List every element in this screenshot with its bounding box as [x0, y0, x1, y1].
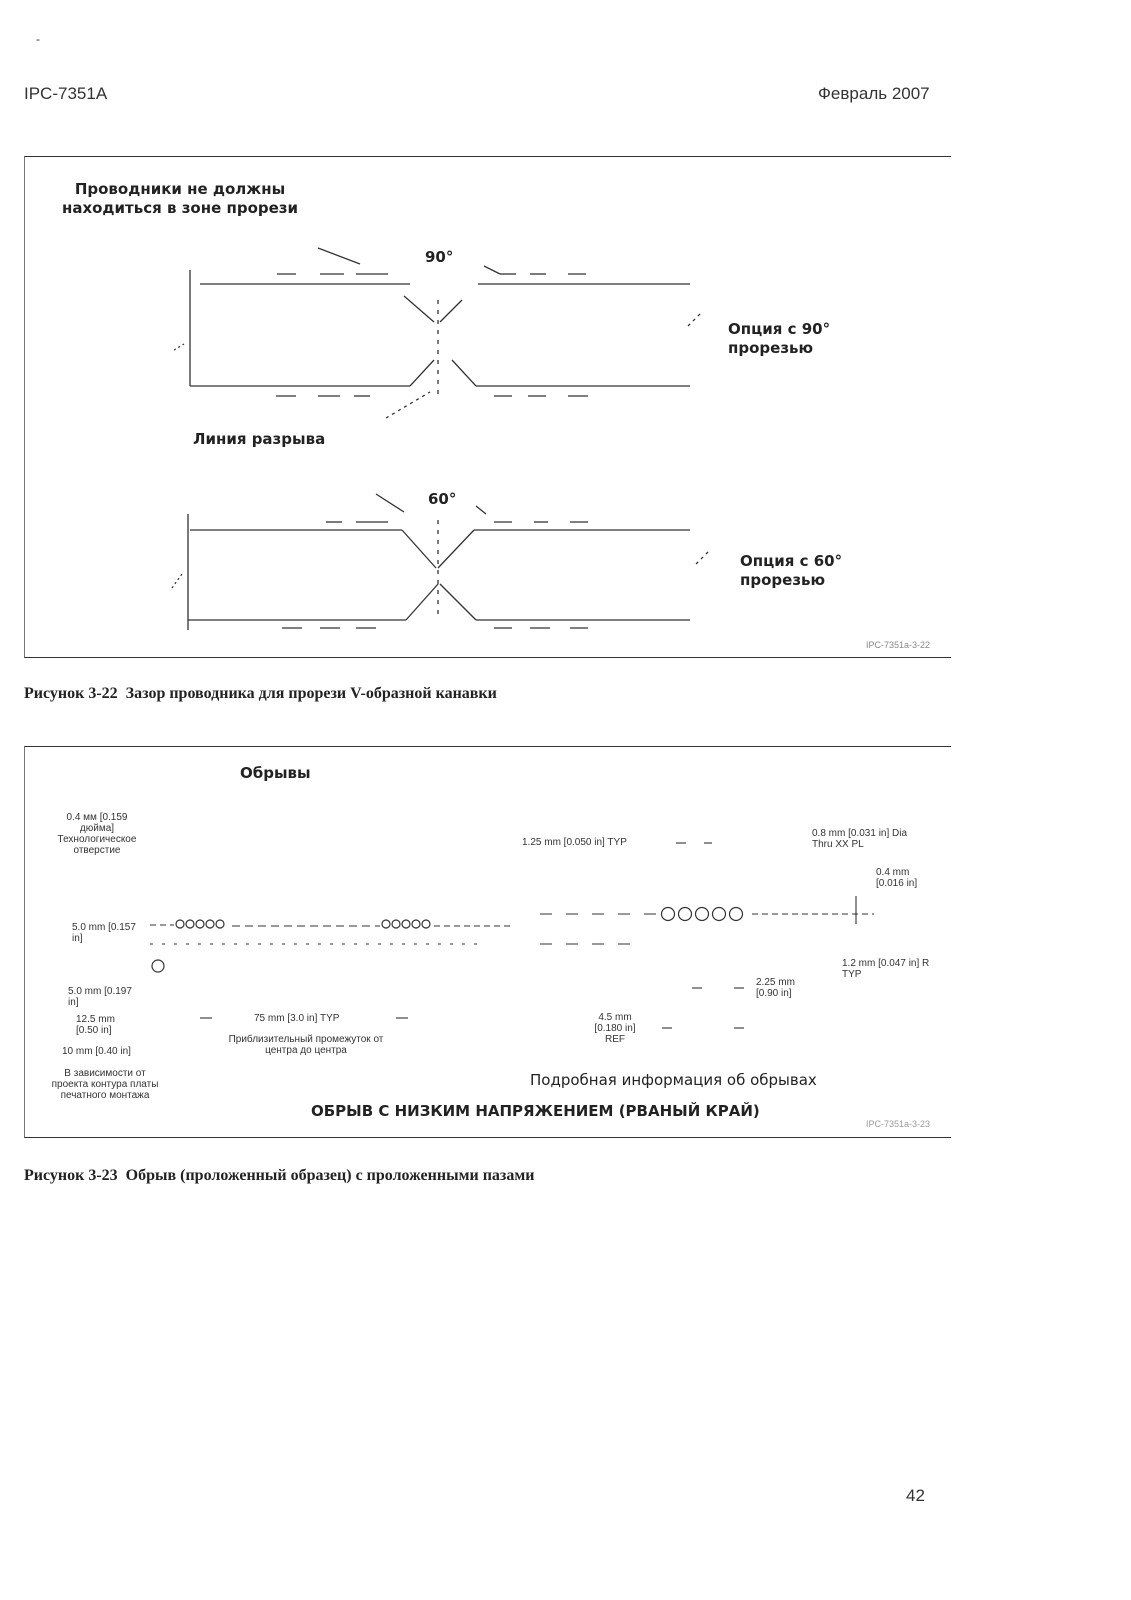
- mousebite-hole-m1: [382, 920, 390, 928]
- document-id: IPC-7351A: [24, 84, 108, 103]
- figure-3-22-title: Зазор проводника для прорези V-образной канавки: [125, 685, 497, 702]
- figure-3-23-number: Рисунок 3-23: [24, 1167, 118, 1184]
- figure-3-22-number: Рисунок 3-22: [24, 685, 118, 702]
- mousebite-hole-l3: [196, 920, 204, 928]
- mousebite-hole-l4: [206, 920, 214, 928]
- tooling-hole-note: 0.4 мм [0.159 дюйма] Технологическое отверстие: [57, 812, 137, 856]
- figure-3-23-stamp: IPC-7351a-3-23: [866, 1119, 931, 1129]
- dimension-75mm: 75 mm [3.0 in] TYP: [254, 1013, 340, 1024]
- break-line-label: Линия разрыва: [193, 430, 326, 448]
- figure-3-22-stamp: IPC-7351a-3-22: [866, 640, 931, 650]
- mousebite-hole-m5: [422, 920, 430, 928]
- mousebite-hole-m3: [402, 920, 410, 928]
- angle-60-label: 60°: [428, 490, 457, 508]
- angle-90-label: 90°: [425, 248, 454, 266]
- detail-hole-2: [679, 908, 692, 921]
- page-number: 42: [906, 1486, 925, 1505]
- detail-hole-4: [713, 908, 726, 921]
- dimension-0-4mm: 0.4 mm [0.016 in]: [876, 867, 918, 889]
- page-corner-mark: -: [36, 32, 40, 46]
- dimension-4-5mm: 4.5 mm [0.180 in] REF: [594, 1012, 636, 1045]
- dimension-12-5mm: 12.5 mm [0.50 in]: [76, 1014, 115, 1036]
- option-60-label: Опция с 60° прорезью: [740, 552, 843, 589]
- mousebite-hole-l1: [176, 920, 184, 928]
- detail-hole-5: [730, 908, 743, 921]
- outline-dependent-note: В зависимости от проекта контура платы печатного монтажа: [51, 1068, 159, 1101]
- breakouts-title: Обрывы: [240, 764, 311, 782]
- detail-hole-1: [662, 908, 675, 921]
- low-stress-breakout-title: ОБРЫВ С НИЗКИМ НАПРЯЖЕНИЕМ (РВАНЫЙ КРАЙ): [311, 1102, 760, 1120]
- dimension-5-0mm-top: 5.0 mm [0.157 in]: [72, 922, 136, 944]
- breakout-details-title: Подробная информация об обрывах: [530, 1071, 817, 1089]
- dimension-10mm: 10 mm [0.40 in]: [62, 1046, 131, 1057]
- mousebite-hole-l5: [216, 920, 224, 928]
- pitch-dimension: 1.25 mm [0.050 in] TYP: [522, 837, 627, 848]
- dimension-1-2mm: 1.2 mm [0.047 in] R TYP: [842, 958, 930, 980]
- figure-3-23-caption: [24, 1166, 584, 1186]
- dimension-2-25mm: 2.25 mm [0.90 in]: [756, 977, 795, 999]
- tooling-hole: [152, 960, 164, 972]
- center-spacing-note: Приблизительный промежуток от центра до центра: [228, 1034, 384, 1056]
- hole-diameter-dimension: 0.8 mm [0.031 in] Dia Thru XX PL: [812, 828, 908, 850]
- mousebite-hole-l2: [186, 920, 194, 928]
- detail-hole-3: [696, 908, 709, 921]
- conductors-keepout-note: Проводники не должны находиться в зоне прорези: [61, 180, 299, 217]
- document-date: Февраль 2007: [818, 84, 930, 103]
- mousebite-hole-m2: [392, 920, 400, 928]
- mousebite-hole-m4: [412, 920, 420, 928]
- figure-3-23-title: Обрыв (проложенный образец) с проложенными пазами: [125, 1167, 535, 1184]
- dimension-5-0mm-bottom: 5.0 mm [0.197 in]: [68, 986, 132, 1008]
- option-90-label: Опция с 90° прорезью: [728, 320, 831, 357]
